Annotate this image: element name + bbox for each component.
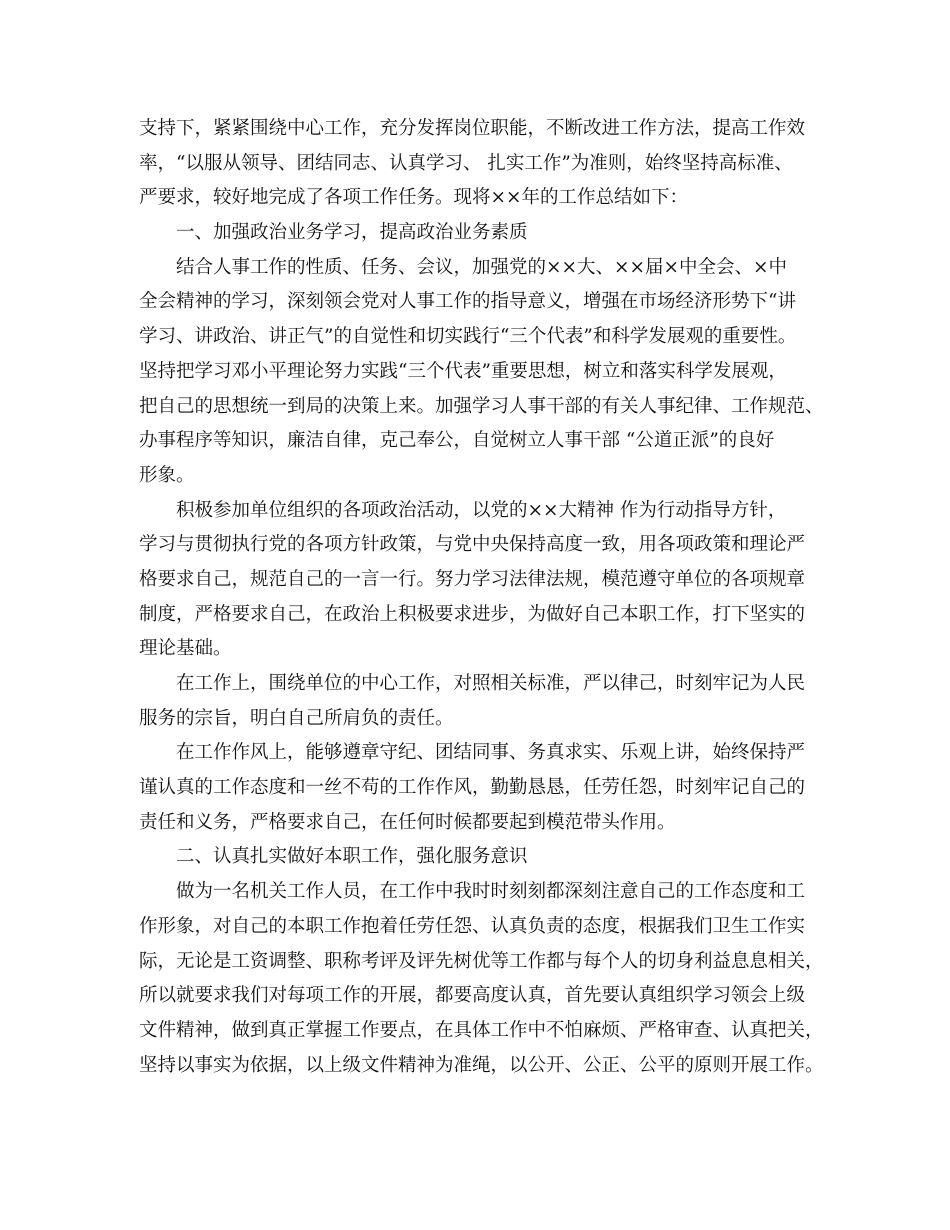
paragraph-line: 际，无论是工资调整、职称考评及评先树优等工作都与每个人的切身利益息息相关， — [139, 950, 824, 972]
paragraph-line: 学习与贯彻执行党的各项方针政策，与党中央保持高度一致，用各项政策和理论严 — [139, 534, 806, 556]
paragraph-start-line: 做为一名机关工作人员，在工作中我时时刻刻都深刻注意自己的工作态度和工 — [176, 881, 806, 903]
paragraph-line: 坚持把学习邓小平理论努力实践“三个代表”重要思想，树立和落实科学发展观， — [139, 360, 787, 382]
paragraph-start-line: 在工作上，围绕单位的中心工作，对照相关标准，严以律己，时刻牢记为人民 — [176, 673, 806, 694]
paragraph-start-line: 二、认真扎实做好本职工作，强化服务意识 — [176, 846, 528, 868]
paragraph-start-line: 在工作作风上，能够遵章守纪、团结同事、务真求实、乐观上讲，始终保持严 — [176, 742, 806, 764]
paragraph-line: 把自己的思想统一到局的决策上来。加强学习人事干部的有关人事纪律、工作规范、 — [139, 395, 824, 417]
paragraph-start-line: 一、加强政治业务学习，提高政治业务素质 — [176, 222, 528, 244]
document-body — [139, 112, 827, 1083]
paragraph-line: 形象。 — [139, 464, 195, 486]
paragraph-start-line: 结合人事工作的性质、任务、会议，加强党的××大、××届×中全会、×中 — [176, 256, 788, 278]
paragraph-line: 办事程序等知识，廉洁自律，克己奉公，自觉树立人事干部 “公道正派”的良好 — [139, 430, 775, 452]
paragraph-line: 制度，严格要求自己，在政治上积极要求进步，为做好自己本职工作，打下坚实的 — [139, 603, 806, 625]
paragraph-line: 学习、讲政治、讲正气”的自觉性和切实践行“三个代表”和科学发展观的重要性。 — [139, 326, 797, 348]
paragraph-line: 作形象，对自己的本职工作抱着任劳任怨、认真负责的态度，根据我们卫生工作实 — [139, 915, 806, 937]
paragraph-line: 责任和义务，严格要求自己，在任何时候都要起到模范带头作用。 — [139, 811, 676, 833]
paragraph-line: 支持下，紧紧围绕中心工作，充分发挥岗位职能，不断改进工作方法，提高工作效 — [139, 118, 806, 139]
paragraph-line: 理论基础。 — [139, 638, 232, 660]
paragraph-line: 格要求自己，规范自己的一言一行。努力学习法律法规，模范遵守单位的各项规章 — [139, 568, 806, 590]
paragraph-line: 坚持以事实为依据，以上级文件精神为准绳，以公开、公正、公平的原则开展工作。 — [139, 1054, 824, 1076]
paragraph-line: 全会精神的学习，深刻领会党对人事工作的指导意义，增强在市场经济形势下“讲 — [139, 291, 796, 313]
paragraph-line: 服务的宗旨，明白自己所肩负的责任。 — [139, 707, 454, 729]
paragraph-line: 所以就要求我们对每项工作的开展，都要高度认真，首先要认真组织学习领会上级 — [139, 985, 806, 1007]
paragraph-line: 严要求，较好地完成了各项工作任务。现将××年的工作总结如下： — [139, 187, 689, 209]
paragraph-line: 文件精神，做到真正掌握工作要点，在具体工作中不怕麻烦、严格审查、认真把关， — [139, 1019, 824, 1041]
paragraph-line: 谨认真的工作态度和一丝不苟的工作作风，勤勤恳恳，任劳任怨，时刻牢记自己的 — [139, 777, 806, 799]
paragraph-start-line: 积极参加单位组织的各项政治活动，以党的××大精神 作为行动指导方针， — [176, 499, 787, 521]
paragraph-line: 率，“以服从领导、团结同志、认真学习、 扎实工作”为准则，始终坚持高标准、 — [139, 152, 793, 174]
